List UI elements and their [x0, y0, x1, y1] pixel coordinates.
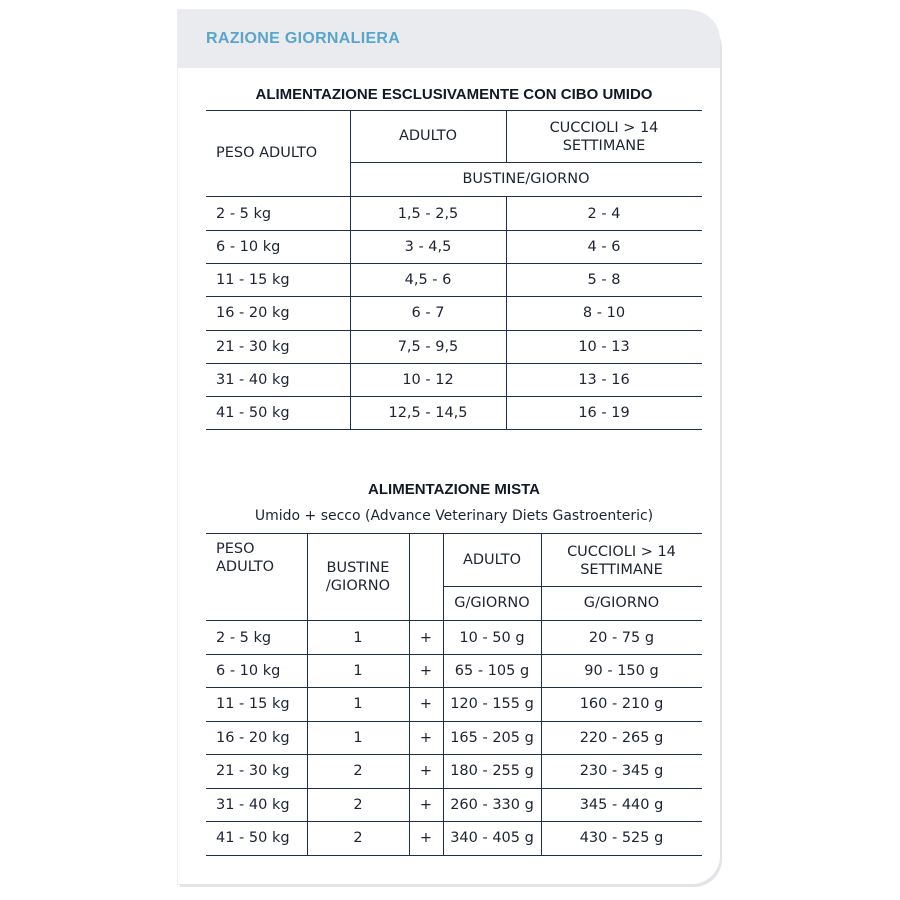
cell-plus: +: [419, 662, 433, 679]
column-header-puppies-line1: CUCCIOLI > 14: [549, 120, 659, 136]
unit-header: BUSTINE/GIORNO: [462, 171, 590, 187]
cell-adult: 4,5 - 6: [404, 271, 452, 288]
cell-adult: 260 - 330 g: [450, 796, 534, 813]
cell-weight: 41 - 50 kg: [216, 404, 290, 421]
column-header-puppies-line2: SETTIMANE: [562, 138, 646, 154]
cell-puppies: 5 - 8: [587, 271, 621, 288]
cell-puppies: 2 - 4: [587, 205, 621, 222]
cell-puppies: 430 - 525 g: [579, 830, 664, 846]
cell-bags: 1: [353, 629, 363, 646]
column-header-puppies: [541, 535, 702, 586]
cell-weight: 11 - 15 kg: [216, 271, 290, 288]
cell-weight: 21 - 30 kg: [216, 763, 290, 779]
cell-weight: 2 - 5 kg: [216, 205, 272, 222]
cell-plus: +: [419, 729, 433, 746]
cell-adult: 180 - 255 g: [450, 763, 534, 779]
cell-weight: 6 - 10 kg: [216, 238, 281, 255]
cell-puppies: 4 - 6: [587, 238, 621, 255]
cell-plus: +: [419, 830, 433, 846]
cell-weight: 31 - 40 kg: [216, 371, 290, 388]
column-header-weight-line2: ADULTO: [216, 559, 275, 575]
cell-bags: 2: [353, 796, 363, 813]
cell-weight: 16 - 20 kg: [216, 305, 290, 321]
column-header-adult: ADULTO: [462, 551, 522, 568]
cell-bags: 1: [353, 729, 363, 746]
cell-weight: 41 - 50 kg: [216, 830, 290, 846]
cell-puppies: 10 - 13: [578, 338, 630, 355]
cell-puppies: 16 - 19: [578, 404, 630, 421]
cell-weight: 16 - 20 kg: [216, 729, 290, 746]
unit-header-adult: G/GIORNO: [454, 595, 530, 611]
page-title: RAZIONE GIORNALIERA: [206, 30, 401, 47]
cell-adult: 6 - 7: [411, 305, 445, 321]
cell-weight: 11 - 15 kg: [216, 696, 290, 712]
column-header-puppies: [506, 112, 702, 162]
cell-puppies: 20 - 75 g: [588, 629, 655, 646]
wet-food-table-title: ALIMENTAZIONE ESCLUSIVAMENTE CON CIBO UMIDO: [255, 86, 653, 103]
mixed-food-table-subtitle: Umido + secco (Advance Veterinary Diets Gastroenteric): [254, 508, 654, 524]
unit-header-puppies: G/GIORNO: [583, 595, 660, 611]
cell-puppies: 8 - 10: [582, 305, 626, 321]
cell-adult: 10 - 12: [402, 371, 454, 388]
mixed-food-table-title: ALIMENTAZIONE MISTA: [368, 481, 540, 498]
cell-puppies: 13 - 16: [578, 371, 630, 388]
cell-adult: 65 - 105 g: [454, 662, 530, 679]
column-header-weight: PESO ADULTO: [216, 145, 318, 161]
cell-weight: 31 - 40 kg: [216, 796, 290, 813]
cell-bags: 1: [353, 662, 363, 679]
cell-plus: +: [419, 763, 433, 779]
column-header-bags-line2: /GIORNO: [325, 578, 391, 594]
cell-adult: 1,5 - 2,5: [397, 205, 459, 222]
cell-weight: 6 - 10 kg: [216, 662, 281, 679]
cell-adult: 10 - 50 g: [459, 629, 525, 646]
cell-plus: +: [419, 696, 433, 712]
cell-bags: 2: [353, 763, 363, 779]
cell-puppies: 90 - 150 g: [584, 662, 659, 679]
cell-adult: 120 - 155 g: [450, 696, 534, 712]
cell-puppies: 345 - 440 g: [579, 796, 664, 813]
column-header-puppies-line2: SETTIMANE: [580, 561, 663, 578]
cell-puppies: 160 - 210 g: [579, 696, 664, 712]
cell-adult: 340 - 405 g: [450, 830, 534, 846]
cell-plus: +: [419, 629, 433, 646]
table-rule: [206, 855, 702, 856]
column-header-puppies-line1: CUCCIOLI > 14: [567, 543, 676, 560]
cell-plus: +: [419, 796, 433, 813]
cell-weight: 2 - 5 kg: [216, 629, 272, 646]
column-header-weight-line1: PESO: [216, 541, 255, 557]
cell-adult: 3 - 4,5: [404, 238, 452, 255]
cell-bags: 1: [353, 696, 363, 712]
cell-puppies: 220 - 265 g: [579, 729, 664, 746]
cell-weight: 21 - 30 kg: [216, 338, 290, 355]
cell-puppies: 230 - 345 g: [579, 763, 664, 779]
column-header-bags: [307, 540, 409, 614]
column-header-adult: ADULTO: [398, 128, 458, 144]
column-header-weight: [216, 540, 306, 614]
cell-adult: 12,5 - 14,5: [388, 404, 468, 421]
cell-adult: 7,5 - 9,5: [397, 338, 459, 355]
cell-adult: 165 - 205 g: [450, 729, 534, 746]
cell-bags: 2: [353, 830, 363, 846]
table-rule: [206, 429, 702, 430]
column-header-bags-line1: BUSTINE: [326, 560, 390, 576]
